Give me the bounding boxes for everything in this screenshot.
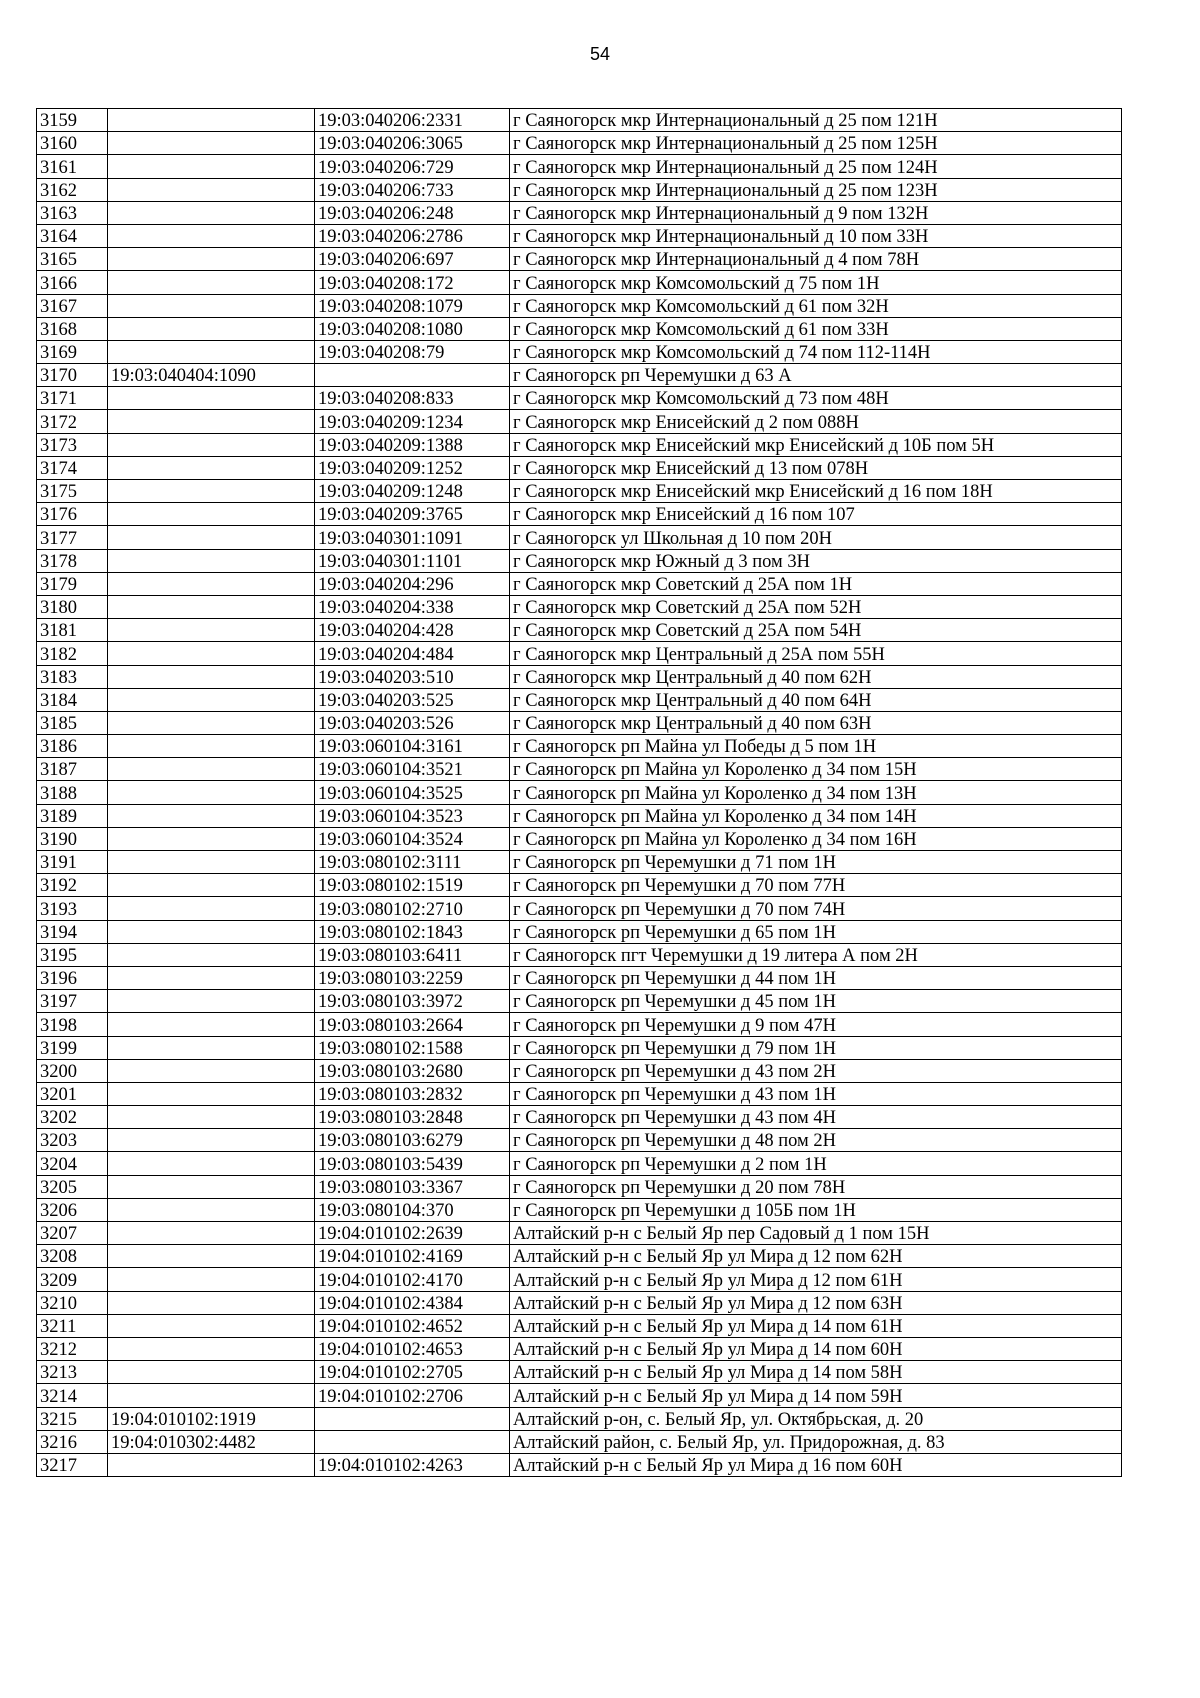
- table-row: [37, 1059, 1122, 1082]
- table-row: [37, 990, 1122, 1013]
- row-number-cell: 3166: [37, 271, 108, 294]
- premises-cadastral-cell: 19:03:080102:2710: [315, 897, 510, 920]
- table-row: [37, 1245, 1122, 1268]
- row-number-cell: 3169: [37, 340, 108, 363]
- building-cadastral-cell: [108, 109, 315, 132]
- building-cadastral-cell: [108, 619, 315, 642]
- row-number-cell: 3181: [37, 619, 108, 642]
- row-number-cell: 3195: [37, 943, 108, 966]
- address-cell: Алтайский район, с. Белый Яр, ул. Придорожная, д. 83: [510, 1430, 1122, 1453]
- building-cadastral-cell: [108, 1314, 315, 1337]
- premises-cadastral-cell: 19:03:080104:370: [315, 1198, 510, 1221]
- building-cadastral-cell: [108, 711, 315, 734]
- row-number-cell: 3191: [37, 851, 108, 874]
- table-row: [37, 1337, 1122, 1360]
- table-row: [37, 271, 1122, 294]
- building-cadastral-cell: [108, 827, 315, 850]
- table-row: [37, 248, 1122, 271]
- premises-cadastral-cell: 19:03:040203:510: [315, 665, 510, 688]
- premises-cadastral-cell: 19:03:040208:1079: [315, 294, 510, 317]
- table-row: [37, 665, 1122, 688]
- table-row: [37, 224, 1122, 247]
- row-number-cell: 3207: [37, 1222, 108, 1245]
- table-row: [37, 642, 1122, 665]
- premises-cadastral-cell: 19:04:010102:2639: [315, 1222, 510, 1245]
- table-row: [37, 155, 1122, 178]
- table-row: [37, 410, 1122, 433]
- building-cadastral-cell: [108, 340, 315, 363]
- building-cadastral-cell: [108, 595, 315, 618]
- table-row: [37, 526, 1122, 549]
- table-row: [37, 1430, 1122, 1453]
- row-number-cell: 3194: [37, 920, 108, 943]
- building-cadastral-cell: [108, 572, 315, 595]
- building-cadastral-cell: [108, 410, 315, 433]
- building-cadastral-cell: 19:04:010302:4482: [108, 1430, 315, 1453]
- table-row: [37, 340, 1122, 363]
- row-number-cell: 3211: [37, 1314, 108, 1337]
- row-number-cell: 3175: [37, 480, 108, 503]
- building-cadastral-cell: [108, 665, 315, 688]
- premises-cadastral-cell: 19:03:040209:1252: [315, 456, 510, 479]
- row-number-cell: 3200: [37, 1059, 108, 1082]
- table-row: [37, 1268, 1122, 1291]
- building-cadastral-cell: [108, 248, 315, 271]
- premises-cadastral-cell: 19:03:040206:729: [315, 155, 510, 178]
- address-cell: г Саяногорск мкр Комсомольский д 61 пом 32Н: [510, 294, 1122, 317]
- premises-cadastral-cell: 19:04:010102:4263: [315, 1453, 510, 1476]
- premises-cadastral-cell: 19:03:080103:2664: [315, 1013, 510, 1036]
- premises-cadastral-cell: 19:03:080103:2848: [315, 1106, 510, 1129]
- premises-cadastral-cell: 19:03:040208:172: [315, 271, 510, 294]
- property-registry-table: [36, 108, 1122, 1477]
- building-cadastral-cell: [108, 851, 315, 874]
- building-cadastral-cell: [108, 526, 315, 549]
- premises-cadastral-cell: 19:03:080102:1588: [315, 1036, 510, 1059]
- table-row: [37, 1082, 1122, 1105]
- premises-cadastral-cell: 19:03:080103:5439: [315, 1152, 510, 1175]
- address-cell: г Саяногорск мкр Енисейский мкр Енисейский д 16 пом 18Н: [510, 480, 1122, 503]
- building-cadastral-cell: [108, 1198, 315, 1221]
- table-row: [37, 1453, 1122, 1476]
- building-cadastral-cell: [108, 1291, 315, 1314]
- address-cell: г Саяногорск мкр Центральный д 40 пом 62Н: [510, 665, 1122, 688]
- premises-cadastral-cell: 19:03:040204:484: [315, 642, 510, 665]
- building-cadastral-cell: [108, 132, 315, 155]
- row-number-cell: 3214: [37, 1384, 108, 1407]
- table-row: [37, 1222, 1122, 1245]
- table-row: [37, 735, 1122, 758]
- table-row: [37, 503, 1122, 526]
- row-number-cell: 3185: [37, 711, 108, 734]
- table-row: [37, 1152, 1122, 1175]
- premises-cadastral-cell: 19:03:060104:3525: [315, 781, 510, 804]
- row-number-cell: 3202: [37, 1106, 108, 1129]
- address-cell: г Саяногорск рп Черемушки д 65 пом 1Н: [510, 920, 1122, 943]
- row-number-cell: 3161: [37, 155, 108, 178]
- premises-cadastral-cell: 19:03:080103:3367: [315, 1175, 510, 1198]
- building-cadastral-cell: [108, 1082, 315, 1105]
- premises-cadastral-cell: 19:04:010102:2705: [315, 1361, 510, 1384]
- building-cadastral-cell: [108, 966, 315, 989]
- row-number-cell: 3215: [37, 1407, 108, 1430]
- row-number-cell: 3197: [37, 990, 108, 1013]
- address-cell: г Саяногорск мкр Интернациональный д 4 пом 78Н: [510, 248, 1122, 271]
- row-number-cell: 3192: [37, 874, 108, 897]
- table-row: [37, 711, 1122, 734]
- premises-cadastral-cell: [315, 1407, 510, 1430]
- table-row: [37, 1361, 1122, 1384]
- row-number-cell: 3159: [37, 109, 108, 132]
- building-cadastral-cell: [108, 897, 315, 920]
- row-number-cell: 3167: [37, 294, 108, 317]
- address-cell: г Саяногорск пгт Черемушки д 19 литера А пом 2Н: [510, 943, 1122, 966]
- row-number-cell: 3216: [37, 1430, 108, 1453]
- row-number-cell: 3178: [37, 549, 108, 572]
- address-cell: г Саяногорск мкр Енисейский д 16 пом 107: [510, 503, 1122, 526]
- row-number-cell: 3188: [37, 781, 108, 804]
- table-body: [37, 109, 1122, 1477]
- building-cadastral-cell: [108, 1222, 315, 1245]
- table-row: [37, 827, 1122, 850]
- address-cell: г Саяногорск рп Майна ул Короленко д 34 пом 14Н: [510, 804, 1122, 827]
- table-row: [37, 132, 1122, 155]
- row-number-cell: 3187: [37, 758, 108, 781]
- row-number-cell: 3173: [37, 433, 108, 456]
- premises-cadastral-cell: 19:04:010102:4653: [315, 1337, 510, 1360]
- address-cell: Алтайский р-н с Белый Яр ул Мира д 16 пом 60Н: [510, 1453, 1122, 1476]
- building-cadastral-cell: [108, 1106, 315, 1129]
- building-cadastral-cell: [108, 201, 315, 224]
- premises-cadastral-cell: 19:03:040203:525: [315, 688, 510, 711]
- table-row: [37, 1384, 1122, 1407]
- premises-cadastral-cell: 19:03:080103:6279: [315, 1129, 510, 1152]
- address-cell: г Саяногорск рп Майна ул Короленко д 34 пом 15Н: [510, 758, 1122, 781]
- building-cadastral-cell: [108, 920, 315, 943]
- row-number-cell: 3176: [37, 503, 108, 526]
- row-number-cell: 3186: [37, 735, 108, 758]
- address-cell: г Саяногорск мкр Советский д 25А пом 54Н: [510, 619, 1122, 642]
- table-row: [37, 387, 1122, 410]
- table-row: [37, 364, 1122, 387]
- address-cell: г Саяногорск рп Майна ул Короленко д 34 пом 16Н: [510, 827, 1122, 850]
- table-row: [37, 943, 1122, 966]
- row-number-cell: 3172: [37, 410, 108, 433]
- premises-cadastral-cell: 19:03:080102:3111: [315, 851, 510, 874]
- table-row: [37, 549, 1122, 572]
- table-row: [37, 294, 1122, 317]
- address-cell: г Саяногорск рп Черемушки д 9 пом 47Н: [510, 1013, 1122, 1036]
- premises-cadastral-cell: 19:03:060104:3161: [315, 735, 510, 758]
- premises-cadastral-cell: 19:03:040206:2786: [315, 224, 510, 247]
- address-cell: г Саяногорск мкр Интернациональный д 10 пом 33Н: [510, 224, 1122, 247]
- row-number-cell: 3203: [37, 1129, 108, 1152]
- premises-cadastral-cell: 19:03:040301:1091: [315, 526, 510, 549]
- row-number-cell: 3183: [37, 665, 108, 688]
- address-cell: г Саяногорск рп Черемушки д 70 пом 74Н: [510, 897, 1122, 920]
- premises-cadastral-cell: 19:03:040206:2331: [315, 109, 510, 132]
- premises-cadastral-cell: [315, 364, 510, 387]
- premises-cadastral-cell: 19:03:040203:526: [315, 711, 510, 734]
- table-row: [37, 1407, 1122, 1430]
- address-cell: г Саяногорск рп Черемушки д 79 пом 1Н: [510, 1036, 1122, 1059]
- table-row: [37, 433, 1122, 456]
- building-cadastral-cell: [108, 549, 315, 572]
- row-number-cell: 3182: [37, 642, 108, 665]
- premises-cadastral-cell: 19:03:060104:3523: [315, 804, 510, 827]
- building-cadastral-cell: [108, 1129, 315, 1152]
- row-number-cell: 3170: [37, 364, 108, 387]
- address-cell: Алтайский р-н с Белый Яр пер Садовый д 1 пом 15Н: [510, 1222, 1122, 1245]
- address-cell: Алтайский р-н с Белый Яр ул Мира д 14 пом 60Н: [510, 1337, 1122, 1360]
- premises-cadastral-cell: 19:03:080103:2259: [315, 966, 510, 989]
- address-cell: г Саяногорск рп Черемушки д 71 пом 1Н: [510, 851, 1122, 874]
- table-row: [37, 1198, 1122, 1221]
- row-number-cell: 3162: [37, 178, 108, 201]
- address-cell: г Саяногорск мкр Интернациональный д 25 пом 125Н: [510, 132, 1122, 155]
- table-row: [37, 572, 1122, 595]
- address-cell: г Саяногорск мкр Енисейский мкр Енисейский д 10Б пом 5Н: [510, 433, 1122, 456]
- address-cell: г Саяногорск мкр Интернациональный д 25 пом 121Н: [510, 109, 1122, 132]
- premises-cadastral-cell: 19:03:040209:1388: [315, 433, 510, 456]
- row-number-cell: 3209: [37, 1268, 108, 1291]
- premises-cadastral-cell: 19:04:010102:4652: [315, 1314, 510, 1337]
- premises-cadastral-cell: 19:03:040206:3065: [315, 132, 510, 155]
- premises-cadastral-cell: 19:03:040208:833: [315, 387, 510, 410]
- row-number-cell: 3193: [37, 897, 108, 920]
- row-number-cell: 3205: [37, 1175, 108, 1198]
- table-row: [37, 1013, 1122, 1036]
- premises-cadastral-cell: 19:03:040204:296: [315, 572, 510, 595]
- premises-cadastral-cell: 19:04:010102:2706: [315, 1384, 510, 1407]
- building-cadastral-cell: [108, 1175, 315, 1198]
- address-cell: г Саяногорск рп Майна ул Короленко д 34 пом 13Н: [510, 781, 1122, 804]
- building-cadastral-cell: [108, 735, 315, 758]
- address-cell: г Саяногорск рп Черемушки д 105Б пом 1Н: [510, 1198, 1122, 1221]
- premises-cadastral-cell: 19:03:040208:79: [315, 340, 510, 363]
- building-cadastral-cell: [108, 1059, 315, 1082]
- table-row: [37, 178, 1122, 201]
- premises-cadastral-cell: 19:03:080102:1843: [315, 920, 510, 943]
- address-cell: Алтайский р-н с Белый Яр ул Мира д 14 пом 61Н: [510, 1314, 1122, 1337]
- table-row: [37, 480, 1122, 503]
- premises-cadastral-cell: 19:03:040206:733: [315, 178, 510, 201]
- address-cell: Алтайский р-н с Белый Яр ул Мира д 14 пом 58Н: [510, 1361, 1122, 1384]
- table-row: [37, 1175, 1122, 1198]
- address-cell: г Саяногорск мкр Комсомольский д 73 пом 48Н: [510, 387, 1122, 410]
- row-number-cell: 3177: [37, 526, 108, 549]
- table-row: [37, 595, 1122, 618]
- premises-cadastral-cell: 19:03:080103:6411: [315, 943, 510, 966]
- premises-cadastral-cell: 19:03:040208:1080: [315, 317, 510, 340]
- building-cadastral-cell: [108, 642, 315, 665]
- building-cadastral-cell: [108, 480, 315, 503]
- address-cell: г Саяногорск мкр Интернациональный д 25 пом 124Н: [510, 155, 1122, 178]
- building-cadastral-cell: [108, 758, 315, 781]
- address-cell: г Саяногорск мкр Советский д 25А пом 52Н: [510, 595, 1122, 618]
- table-row: [37, 966, 1122, 989]
- table-row: [37, 317, 1122, 340]
- building-cadastral-cell: [108, 1152, 315, 1175]
- building-cadastral-cell: [108, 1013, 315, 1036]
- premises-cadastral-cell: 19:03:080103:2680: [315, 1059, 510, 1082]
- premises-cadastral-cell: 19:04:010102:4169: [315, 1245, 510, 1268]
- row-number-cell: 3210: [37, 1291, 108, 1314]
- address-cell: Алтайский р-он, с. Белый Яр, ул. Октябрьская, д. 20: [510, 1407, 1122, 1430]
- building-cadastral-cell: [108, 1384, 315, 1407]
- premises-cadastral-cell: 19:03:040301:1101: [315, 549, 510, 572]
- building-cadastral-cell: [108, 1036, 315, 1059]
- address-cell: г Саяногорск мкр Интернациональный д 25 пом 123Н: [510, 178, 1122, 201]
- premises-cadastral-cell: 19:04:010102:4170: [315, 1268, 510, 1291]
- premises-cadastral-cell: 19:03:040206:248: [315, 201, 510, 224]
- building-cadastral-cell: 19:04:010102:1919: [108, 1407, 315, 1430]
- address-cell: г Саяногорск рп Черемушки д 44 пом 1Н: [510, 966, 1122, 989]
- building-cadastral-cell: [108, 943, 315, 966]
- table-row: [37, 201, 1122, 224]
- premises-cadastral-cell: 19:03:080103:3972: [315, 990, 510, 1013]
- table-row: [37, 1129, 1122, 1152]
- address-cell: г Саяногорск рп Майна ул Победы д 5 пом 1Н: [510, 735, 1122, 758]
- table-row: [37, 688, 1122, 711]
- address-cell: г Саяногорск рп Черемушки д 43 пом 2Н: [510, 1059, 1122, 1082]
- building-cadastral-cell: [108, 1268, 315, 1291]
- row-number-cell: 3206: [37, 1198, 108, 1221]
- address-cell: г Саяногорск мкр Южный д 3 пом 3Н: [510, 549, 1122, 572]
- building-cadastral-cell: [108, 178, 315, 201]
- address-cell: г Саяногорск мкр Комсомольский д 74 пом 112-114Н: [510, 340, 1122, 363]
- premises-cadastral-cell: 19:04:010102:4384: [315, 1291, 510, 1314]
- address-cell: г Саяногорск рп Черемушки д 48 пом 2Н: [510, 1129, 1122, 1152]
- building-cadastral-cell: [108, 224, 315, 247]
- table-row: [37, 1291, 1122, 1314]
- address-cell: Алтайский р-н с Белый Яр ул Мира д 12 пом 61Н: [510, 1268, 1122, 1291]
- building-cadastral-cell: [108, 387, 315, 410]
- row-number-cell: 3213: [37, 1361, 108, 1384]
- table-row: [37, 1106, 1122, 1129]
- building-cadastral-cell: [108, 433, 315, 456]
- row-number-cell: 3165: [37, 248, 108, 271]
- address-cell: г Саяногорск рп Черемушки д 70 пом 77Н: [510, 874, 1122, 897]
- row-number-cell: 3163: [37, 201, 108, 224]
- address-cell: г Саяногорск мкр Центральный д 40 пом 63Н: [510, 711, 1122, 734]
- premises-cadastral-cell: 19:03:080103:2832: [315, 1082, 510, 1105]
- row-number-cell: 3201: [37, 1082, 108, 1105]
- building-cadastral-cell: [108, 456, 315, 479]
- table-row: [37, 851, 1122, 874]
- building-cadastral-cell: [108, 874, 315, 897]
- table-row: [37, 1314, 1122, 1337]
- building-cadastral-cell: [108, 990, 315, 1013]
- row-number-cell: 3204: [37, 1152, 108, 1175]
- building-cadastral-cell: [108, 271, 315, 294]
- premises-cadastral-cell: [315, 1430, 510, 1453]
- address-cell: г Саяногорск ул Школьная д 10 пом 20Н: [510, 526, 1122, 549]
- table-row: [37, 619, 1122, 642]
- row-number-cell: 3171: [37, 387, 108, 410]
- row-number-cell: 3217: [37, 1453, 108, 1476]
- row-number-cell: 3198: [37, 1013, 108, 1036]
- address-cell: г Саяногорск рп Черемушки д 20 пом 78Н: [510, 1175, 1122, 1198]
- page-number: 54: [589, 44, 611, 64]
- premises-cadastral-cell: 19:03:040209:1248: [315, 480, 510, 503]
- row-number-cell: 3174: [37, 456, 108, 479]
- building-cadastral-cell: [108, 503, 315, 526]
- building-cadastral-cell: [108, 317, 315, 340]
- address-cell: г Саяногорск рп Черемушки д 2 пом 1Н: [510, 1152, 1122, 1175]
- address-cell: г Саяногорск рп Черемушки д 43 пом 4Н: [510, 1106, 1122, 1129]
- row-number-cell: 3184: [37, 688, 108, 711]
- row-number-cell: 3168: [37, 317, 108, 340]
- address-cell: г Саяногорск рп Черемушки д 43 пом 1Н: [510, 1082, 1122, 1105]
- premises-cadastral-cell: 19:03:040206:697: [315, 248, 510, 271]
- row-number-cell: 3196: [37, 966, 108, 989]
- building-cadastral-cell: [108, 1361, 315, 1384]
- premises-cadastral-cell: 19:03:040204:338: [315, 595, 510, 618]
- building-cadastral-cell: [108, 1245, 315, 1268]
- address-cell: Алтайский р-н с Белый Яр ул Мира д 12 пом 63Н: [510, 1291, 1122, 1314]
- address-cell: г Саяногорск мкр Центральный д 25А пом 55Н: [510, 642, 1122, 665]
- table-row: [37, 897, 1122, 920]
- premises-cadastral-cell: 19:03:040209:1234: [315, 410, 510, 433]
- address-cell: г Саяногорск мкр Интернациональный д 9 пом 132Н: [510, 201, 1122, 224]
- address-cell: г Саяногорск мкр Енисейский д 2 пом 088Н: [510, 410, 1122, 433]
- address-cell: Алтайский р-н с Белый Яр ул Мира д 12 пом 62Н: [510, 1245, 1122, 1268]
- building-cadastral-cell: 19:03:040404:1090: [108, 364, 315, 387]
- table-row: [37, 920, 1122, 943]
- building-cadastral-cell: [108, 804, 315, 827]
- address-cell: г Саяногорск мкр Центральный д 40 пом 64Н: [510, 688, 1122, 711]
- premises-cadastral-cell: 19:03:080102:1519: [315, 874, 510, 897]
- address-cell: г Саяногорск мкр Советский д 25А пом 1Н: [510, 572, 1122, 595]
- row-number-cell: 3208: [37, 1245, 108, 1268]
- row-number-cell: 3189: [37, 804, 108, 827]
- address-cell: г Саяногорск рп Черемушки д 45 пом 1Н: [510, 990, 1122, 1013]
- premises-cadastral-cell: 19:03:040209:3765: [315, 503, 510, 526]
- premises-cadastral-cell: 19:03:040204:428: [315, 619, 510, 642]
- building-cadastral-cell: [108, 294, 315, 317]
- row-number-cell: 3212: [37, 1337, 108, 1360]
- building-cadastral-cell: [108, 1337, 315, 1360]
- building-cadastral-cell: [108, 155, 315, 178]
- building-cadastral-cell: [108, 781, 315, 804]
- address-cell: г Саяногорск мкр Комсомольский д 75 пом 1Н: [510, 271, 1122, 294]
- address-cell: г Саяногорск рп Черемушки д 63 А: [510, 364, 1122, 387]
- row-number-cell: 3160: [37, 132, 108, 155]
- row-number-cell: 3179: [37, 572, 108, 595]
- table-row: [37, 781, 1122, 804]
- table-row: [37, 109, 1122, 132]
- table-row: [37, 804, 1122, 827]
- row-number-cell: 3190: [37, 827, 108, 850]
- table-row: [37, 758, 1122, 781]
- premises-cadastral-cell: 19:03:060104:3521: [315, 758, 510, 781]
- premises-cadastral-cell: 19:03:060104:3524: [315, 827, 510, 850]
- row-number-cell: 3180: [37, 595, 108, 618]
- building-cadastral-cell: [108, 1453, 315, 1476]
- row-number-cell: 3164: [37, 224, 108, 247]
- table-row: [37, 874, 1122, 897]
- address-cell: Алтайский р-н с Белый Яр ул Мира д 14 пом 59Н: [510, 1384, 1122, 1407]
- table-row: [37, 1036, 1122, 1059]
- address-cell: г Саяногорск мкр Комсомольский д 61 пом 33Н: [510, 317, 1122, 340]
- row-number-cell: 3199: [37, 1036, 108, 1059]
- address-cell: г Саяногорск мкр Енисейский д 13 пом 078Н: [510, 456, 1122, 479]
- table-row: [37, 456, 1122, 479]
- building-cadastral-cell: [108, 688, 315, 711]
